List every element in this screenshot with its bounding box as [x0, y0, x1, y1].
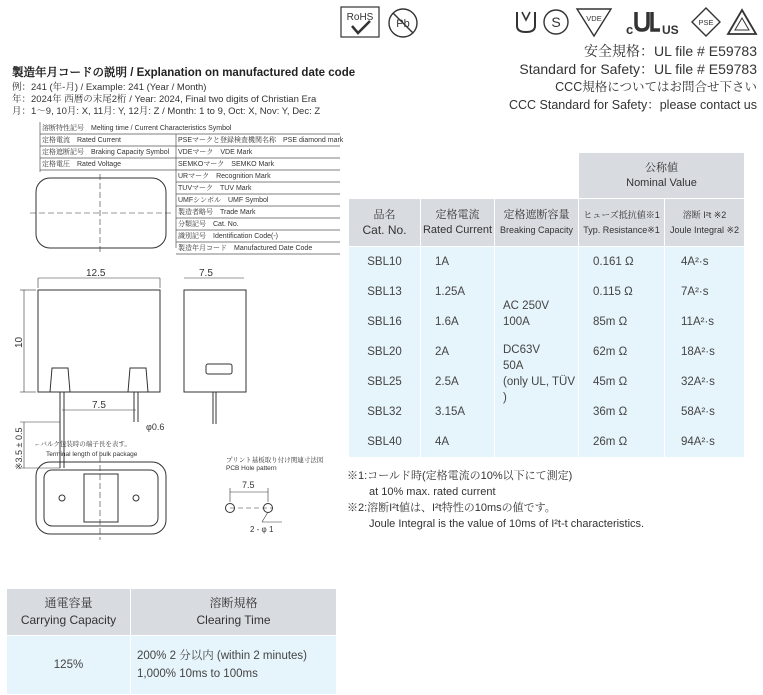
col-rated-current: 定格電流 Rated Current — [421, 199, 495, 247]
svg-text:S: S — [551, 14, 561, 30]
legend-item: UMFシンボル UMF Symbol — [178, 197, 269, 204]
pcb-hole-dim: 2 - φ 1 — [250, 525, 274, 534]
spec-notes — [347, 468, 644, 532]
lead-length: ※3.5 ± 0.5 — [14, 427, 24, 470]
depth-dim: 7.5 — [199, 268, 213, 279]
pcb-title-en: PCB Hole pattern — [226, 465, 277, 472]
col-cat-no: 品名 Cat. No. — [349, 199, 421, 247]
table-row: SBL16 1.6A 85m Ω 11A²·s — [349, 307, 745, 337]
spec-table — [348, 152, 745, 457]
legend-item: 定格電流 Rated Current — [42, 137, 121, 144]
legend-item: 溶断特性記号 Melting time / Current Characteristics Symbol — [42, 125, 232, 132]
pitch-dim: 7.5 — [92, 400, 106, 411]
certification-marks — [0, 0, 763, 44]
semko-icon — [542, 8, 570, 36]
fuse-front-view — [38, 290, 160, 392]
bulk-note-en: Terminal length of bulk package — [46, 451, 138, 458]
col-breaking-capacity: 定格遮断容量 Breaking Capacity — [495, 199, 579, 247]
ul-us-label: US — [662, 23, 679, 37]
legend-item: 分類記号 Cat. No. — [178, 221, 239, 228]
pb-label: Pb — [396, 18, 410, 30]
legend-item: 製造年月コード Manufactured Date Code — [178, 245, 313, 252]
fuse-top-view — [36, 178, 166, 248]
table-row: SBL25 2.5A 45m Ω 32A²·s — [349, 367, 745, 397]
legend-item: 定格遮断記号 Braking Capacity Symbol — [42, 149, 170, 156]
legend-item: TUVマーク TUV Mark — [178, 185, 252, 192]
note-2-jp: ※2:溶断I²t値は、I²t特性の10msの値です。 — [347, 502, 556, 514]
width-dim: 12.5 — [86, 268, 106, 279]
table-row: SBL13 1.25A 0.115 Ω 7A²·s — [349, 277, 745, 307]
date-code-year: 年：2024年 西暦の末尾2桁 / Year: 2024, Final two digits of Christian Era — [12, 94, 317, 105]
rohs-label: RoHS — [346, 12, 374, 23]
table-row: SBL40 4A 26m Ω 94A²·s — [349, 427, 745, 457]
umf-icon — [513, 8, 539, 36]
col-carrying-capacity: 通電容量 Carrying Capacity — [7, 589, 131, 636]
legend-item: 定格電圧 Rated Voltage — [42, 161, 121, 168]
col-clearing-time: 溶断規格 Clearing Time — [131, 589, 337, 636]
table-row: SBL10 1A AC 250V 100A DC63V 50A (only UL, TÜV ) 0.161 Ω 4A²·s — [349, 247, 745, 278]
rohs-icon — [340, 6, 380, 38]
cul-us-icon — [622, 8, 682, 38]
ccc-line-jp: CCC規格についてはお問合せ下さい — [555, 80, 757, 94]
legend-item: VDEマーク VDE Mark — [178, 149, 253, 156]
ccc-line-en: CCC Standard for Safety：please contact us — [508, 98, 757, 112]
legend-item: URマーク Recognition Mark — [178, 173, 271, 180]
col-resistance: ヒューズ抵抗値※1 Typ. Resistance※1 — [579, 199, 665, 247]
note-1-en: at 10% max. rated current — [369, 486, 496, 498]
note-2-en: Joule Integral is the value of 10ms of I²t-t characteristics. — [369, 518, 645, 530]
legend-item: 識別記号 Identification Code(-) — [178, 233, 278, 240]
bulk-note-jp: ←バルク包装時の端子長を表す。 — [34, 441, 131, 448]
lead-diameter: φ0.6 — [146, 422, 165, 432]
triangle-mark-icon — [726, 8, 758, 36]
table-row: 125% 200% 2 分以内 (within 2 minutes) 1,000% 10ms to 100ms — [7, 636, 337, 695]
date-code-month: 月：1～9, 10月: X, 11月: Y, 12月: Z / Month: 1 to 9, Oct: X, Nov: Y, Dec: Z — [12, 106, 321, 117]
pcb-title-jp: プリント基板取り付け関連寸法図 — [226, 457, 324, 464]
legend-item: SEMKOマーク SEMKO Mark — [178, 161, 275, 168]
vde-icon — [574, 6, 614, 38]
legend-item: PSEマークと登録検査機関名称 PSE diamond mark — [178, 137, 344, 144]
legend-item: 製造者略号 Trade Mark — [178, 209, 256, 216]
lead-free-icon — [386, 6, 420, 40]
safety-line-en: Standard for Safety：UL file # E59783 — [519, 61, 757, 77]
fuse-side-view — [184, 290, 246, 392]
pcb-pitch: 7.5 — [242, 480, 255, 490]
height-dim: 10 — [14, 336, 25, 348]
table-row: SBL32 3.15A 36m Ω 58A²·s — [349, 397, 745, 427]
carrying-capacity-table — [6, 588, 337, 695]
pse-label: PSE — [698, 18, 714, 27]
date-code-title: 製造年月コードの説明 / Explanation on manufactured date code — [12, 67, 356, 79]
safety-standards — [509, 42, 757, 114]
fuse-bottom-view — [36, 462, 166, 534]
svg-text:VDE: VDE — [586, 14, 602, 23]
ul-c-label: c — [626, 22, 634, 37]
breaking-capacity-cell: AC 250V 100A DC63V 50A (only UL, TÜV ) — [495, 247, 579, 458]
date-code-example: 例：241 (年-月) / Example: 241 (Year / Month) — [12, 82, 207, 93]
col-joule-integral: 溶断 I²t ※2 Joule Integral ※2 — [665, 199, 745, 247]
nominal-header: 公称値 Nominal Value — [579, 153, 745, 199]
note-1-jp: ※1:コールド時(定格電流の10%以下にて測定) — [347, 470, 573, 482]
safety-line-jp: 安全規格：UL file # E59783 — [584, 43, 757, 59]
table-row: SBL20 2A 62m Ω 18A²·s — [349, 337, 745, 367]
fuse-drawing — [0, 170, 345, 580]
pse-diamond-icon — [690, 6, 722, 38]
